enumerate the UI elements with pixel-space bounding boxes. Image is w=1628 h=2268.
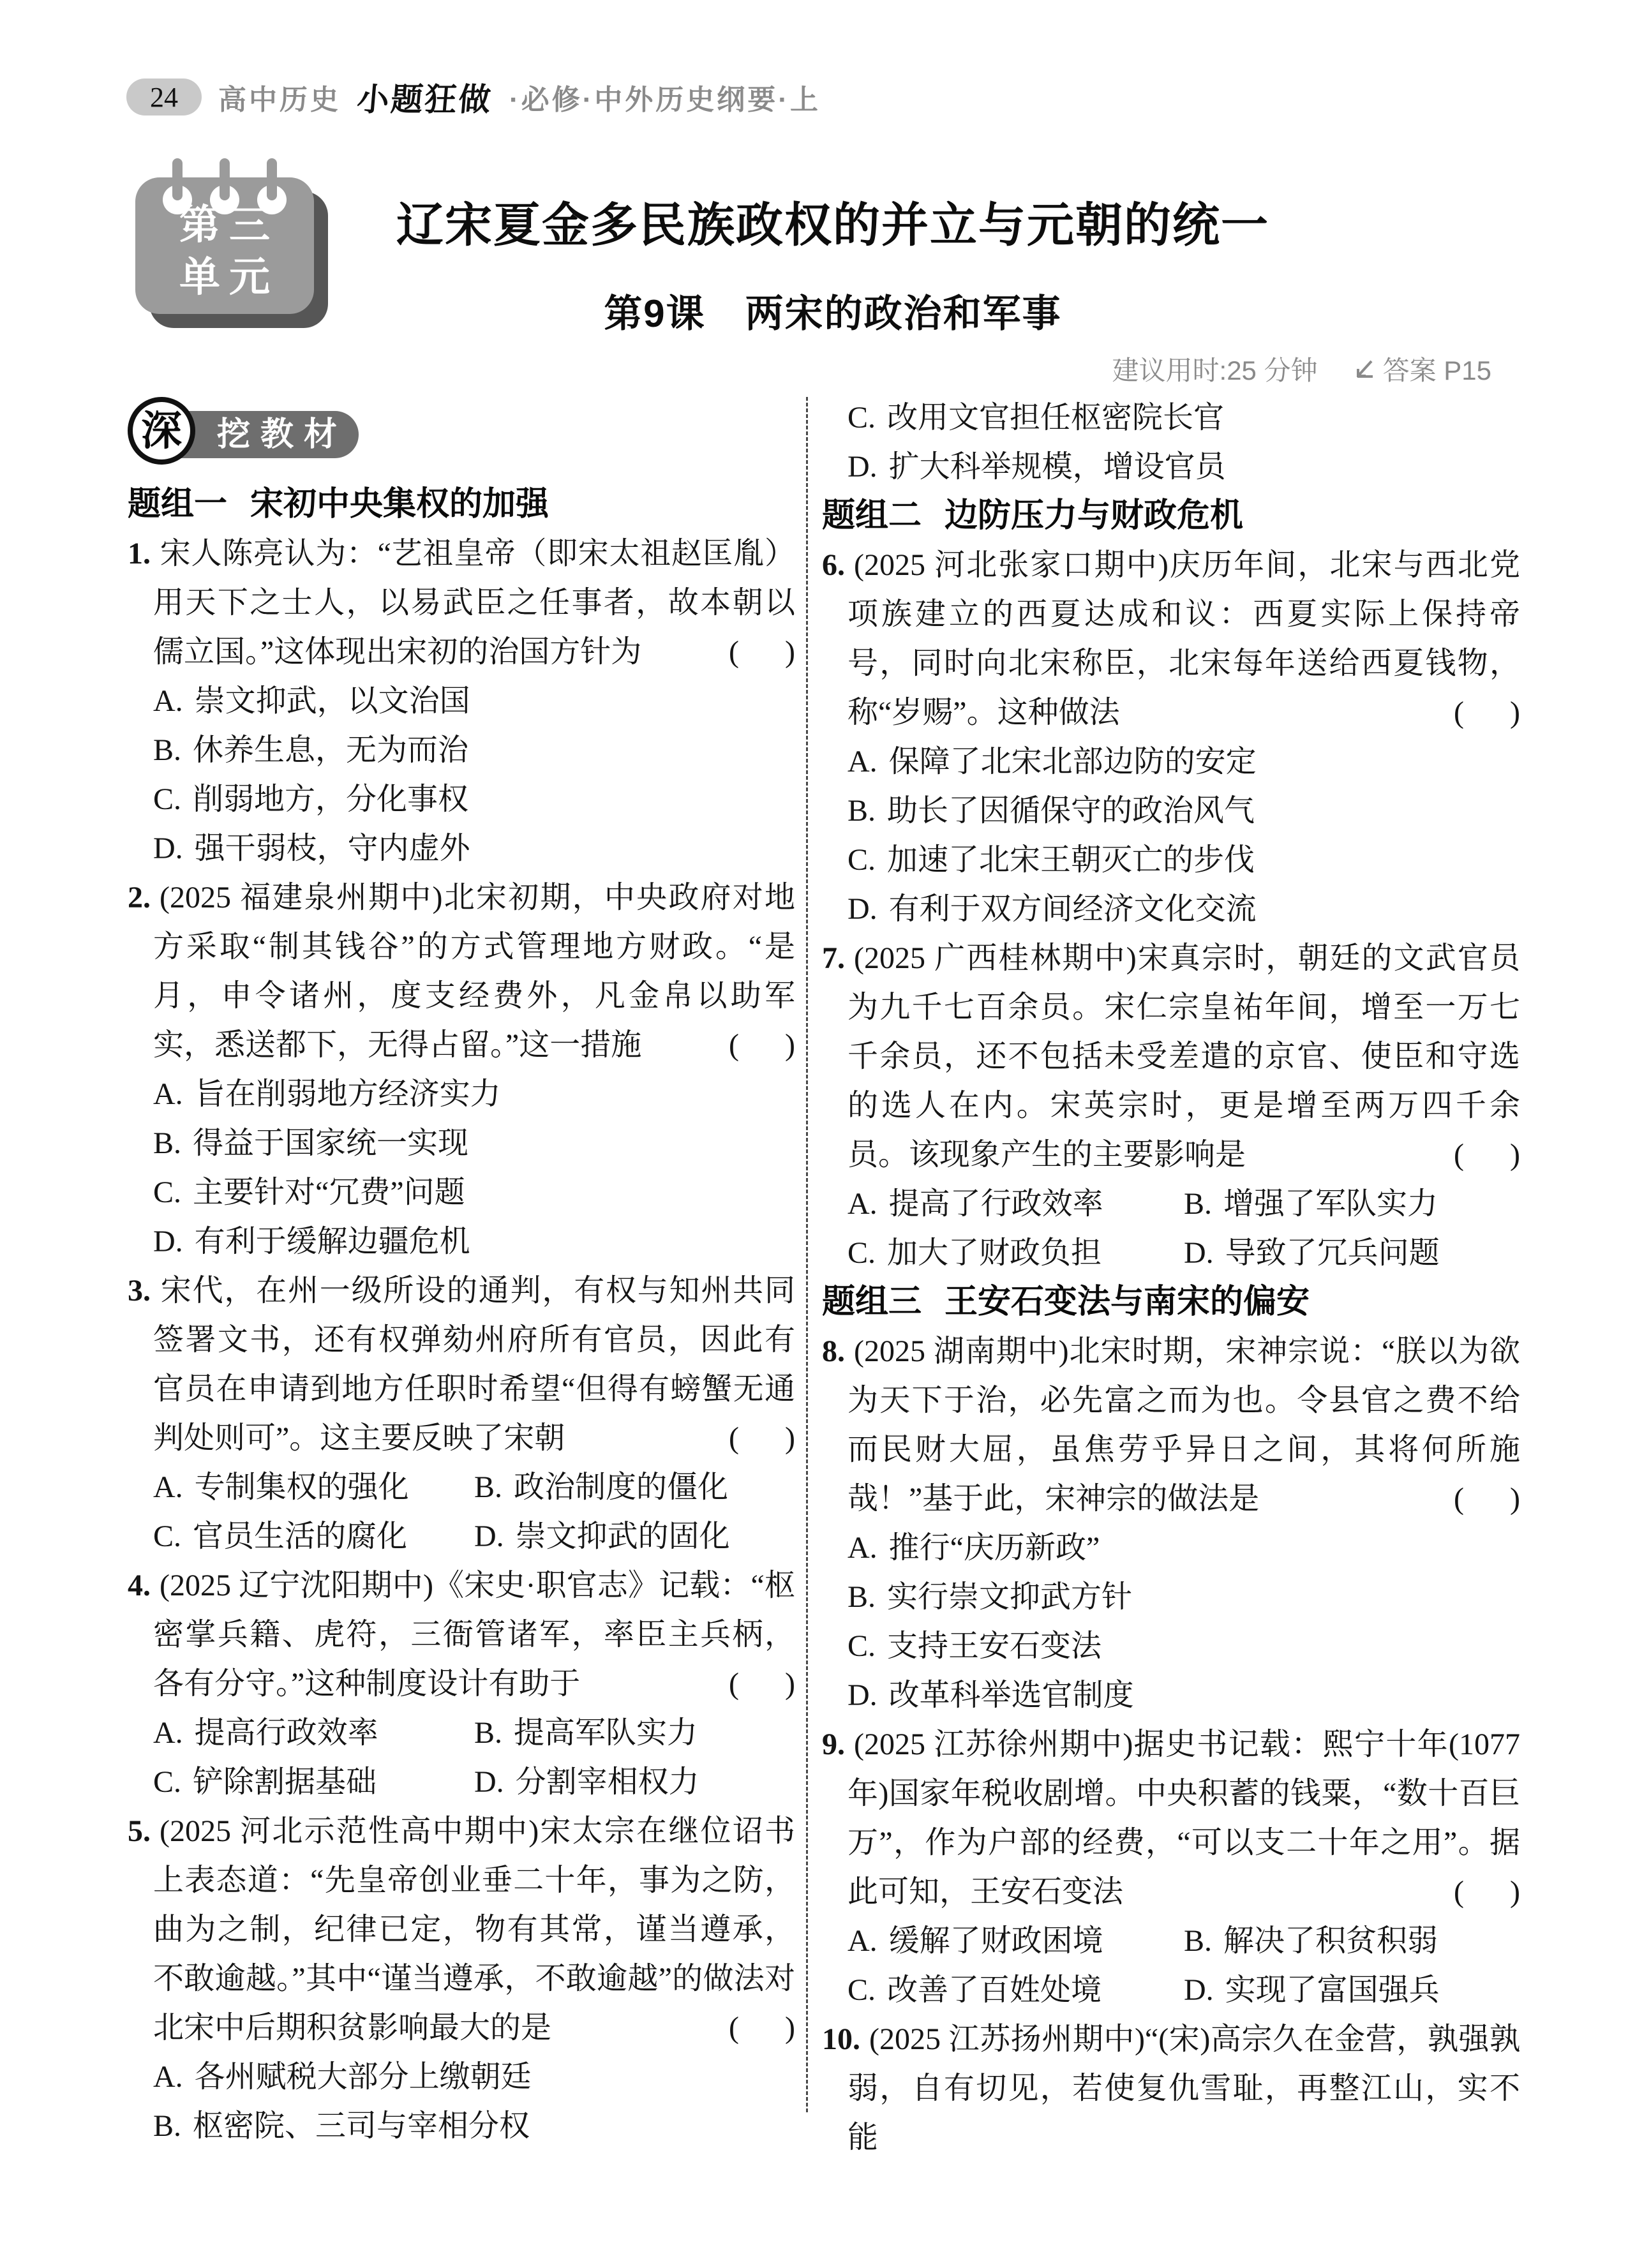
question <box>128 1807 795 2151</box>
option-label: A. <box>153 684 183 718</box>
option-text: 提高行政效率 <box>194 1716 378 1750</box>
option-label: C. <box>153 1765 182 1799</box>
option <box>848 786 1520 835</box>
answer-bracket <box>729 2003 795 2052</box>
option-label: D. <box>153 832 183 865</box>
option-label: C. <box>153 1175 182 1209</box>
option-text: 各州赋税大部分上缴朝廷 <box>194 2060 532 2094</box>
option-label: B. <box>474 1716 503 1750</box>
bracket-open: ( <box>729 1421 739 1455</box>
bracket-open: ( <box>1454 1875 1464 1909</box>
option-text: 实行崇文抑武方针 <box>887 1580 1133 1614</box>
option <box>848 1179 1184 1228</box>
option-text: 提高军队实力 <box>514 1716 698 1750</box>
answer-bracket <box>1454 688 1520 737</box>
option-text: 缓解了财政困境 <box>888 1924 1103 1958</box>
option-label: B. <box>153 1126 182 1160</box>
group-title: 宋初中央集权的加强 <box>250 486 549 523</box>
option-text: 有利于双方间经济文化交流 <box>888 892 1257 926</box>
option-text: 削弱地方，分化事权 <box>193 782 469 816</box>
bracket-close: ) <box>785 1028 795 1062</box>
book-title-prefix: 高中历史 <box>218 84 341 116</box>
option-text: 主要针对“冗费”问题 <box>193 1175 465 1209</box>
option <box>848 884 1520 934</box>
option-label: A. <box>848 745 877 779</box>
option-label: B. <box>1184 1187 1213 1221</box>
option-label: C. <box>848 401 876 435</box>
option-label: A. <box>848 1187 877 1221</box>
page-header <box>126 74 821 120</box>
options-list <box>128 1463 795 1561</box>
option <box>153 1168 795 1217</box>
question <box>822 1720 1520 2015</box>
question <box>822 2015 1520 2162</box>
bracket-open: ( <box>729 1028 739 1062</box>
group-label: 题组二 <box>822 497 922 534</box>
unit-title: 辽宋夏金多民族政权的并立与元朝的统一 <box>396 198 1269 251</box>
bracket-open: ( <box>729 2011 739 2045</box>
question-number: 9. <box>822 1727 845 1761</box>
answer-bracket <box>1454 1130 1520 1179</box>
option-text: 推行“庆历新政” <box>888 1531 1100 1565</box>
option <box>1184 1179 1520 1228</box>
answer-bracket <box>729 1659 795 1708</box>
option <box>848 393 1520 442</box>
option <box>153 676 795 726</box>
question <box>128 529 795 873</box>
option-label: B. <box>474 1470 503 1504</box>
option-text: 改用文官担任枢密院长官 <box>887 401 1225 435</box>
option-label: B. <box>1184 1924 1213 1958</box>
question-number: 8. <box>822 1334 845 1368</box>
answer-reference: 答案 P15 <box>1382 355 1491 385</box>
question-group-header <box>822 491 1520 541</box>
question-stem: 10. (2025 江苏扬州期中)“(宋)高宗久在金营，孰强孰弱，自有切见，若使复仇雪耻，再整江山，实不能 <box>822 2022 1520 2154</box>
option <box>474 1708 795 1757</box>
question-stem: 9. (2025 江苏徐州期中)据史书记载：熙宁十年(1077 年)国家年税收剧增。中央积蓄的钱粟，“数十百巨万”，作为户部的经费，“可以支二十年之用”。据此可知，王安石变法 ( ) <box>822 1720 1520 1916</box>
book-title-suffix: ·必修·中外历史纲要·上 <box>509 84 821 116</box>
option-text: 铲除割据基础 <box>193 1765 377 1799</box>
option-text: 扩大科举规模，增设官员 <box>888 450 1226 484</box>
option-label: C. <box>848 1236 876 1270</box>
option-text: 崇文抑武的固化 <box>515 1519 730 1553</box>
lesson-title: 第9课 两宋的政治和军事 <box>604 292 1062 335</box>
question-stem: 6. (2025 河北张家口期中)庆历年间，北宋与西北党项族建立的西夏达成和议：西夏实际上保持帝号，同时向北宋称臣，北宋每年送给西夏钱物，称“岁赐”。这种做法 ( ) <box>822 541 1520 737</box>
option-label: A. <box>848 1531 877 1565</box>
bracket-open: ( <box>729 635 739 669</box>
bracket-open: ( <box>1454 696 1464 729</box>
question-number: 3. <box>128 1274 151 1308</box>
option-text: 解决了积贫积弱 <box>1223 1924 1438 1958</box>
option-text: 导致了冗兵问题 <box>1225 1236 1440 1270</box>
section-badge-pill-text: 挖教材 <box>217 415 348 453</box>
answer-bracket <box>1454 1474 1520 1523</box>
answer-bracket <box>729 627 795 676</box>
option <box>474 1463 795 1512</box>
option-label: C. <box>153 1519 182 1553</box>
question-number: 1. <box>128 537 151 571</box>
option <box>848 1671 1520 1720</box>
option-label: D. <box>474 1765 504 1799</box>
bracket-open: ( <box>1454 1482 1464 1516</box>
options-continuation <box>822 393 1520 491</box>
left-column <box>128 393 795 2151</box>
option-text: 改革科举选官制度 <box>888 1678 1134 1712</box>
question-stem: 1. 宋人陈亮认为：“艺祖皇帝（即宋太祖赵匡胤）用天下之士人，以易武臣之任事者，故本朝以儒立国。”这体现出宋初的治国方针为 ( ) <box>128 529 795 676</box>
options-list <box>128 2052 795 2151</box>
question <box>128 873 795 1266</box>
bracket-close: ) <box>1510 1875 1520 1909</box>
unit-badge-line1: 第三 <box>179 202 279 248</box>
group-title: 边防压力与财政危机 <box>945 497 1244 534</box>
options-list <box>128 676 795 873</box>
option-text: 增强了军队实力 <box>1223 1187 1438 1221</box>
option-text: 实现了富国强兵 <box>1225 1973 1440 2007</box>
option-text: 支持王安石变法 <box>887 1629 1102 1663</box>
option-text: 提高了行政效率 <box>888 1187 1103 1221</box>
right-column <box>822 393 1520 2162</box>
options-list <box>822 1179 1520 1278</box>
question <box>822 934 1520 1278</box>
option-label: C. <box>848 1629 876 1663</box>
option <box>153 1757 474 1807</box>
option <box>848 737 1520 786</box>
question-number: 5. <box>128 1814 151 1848</box>
option-text: 政治制度的僵化 <box>514 1470 729 1504</box>
option-text: 助长了因循保守的政治风气 <box>887 794 1255 828</box>
question-group-header <box>822 1278 1520 1327</box>
bracket-close: ) <box>785 2011 795 2045</box>
options-list <box>128 1708 795 1807</box>
question <box>128 1266 795 1561</box>
question-number: 4. <box>128 1569 151 1602</box>
option <box>848 1572 1520 1622</box>
bracket-close: ) <box>1510 696 1520 729</box>
options-list <box>128 1070 795 1266</box>
option-text: 改善了百姓处境 <box>887 1973 1102 2007</box>
option-label: A. <box>153 1716 183 1750</box>
bracket-close: ) <box>785 1421 795 1455</box>
option-label: C. <box>848 1973 876 2007</box>
option <box>1184 1916 1520 1966</box>
options-list <box>822 1523 1520 1720</box>
option <box>153 1708 474 1757</box>
bracket-close: ) <box>785 1667 795 1701</box>
option-text: 崇文抑武，以文治国 <box>194 684 470 718</box>
option-text: 官员生活的腐化 <box>193 1519 408 1553</box>
group-label: 题组一 <box>128 486 228 523</box>
option <box>1184 1966 1520 2015</box>
option-label: C. <box>848 843 876 877</box>
option <box>1184 1228 1520 1278</box>
group-label: 题组三 <box>822 1283 922 1320</box>
question <box>822 541 1520 934</box>
option <box>848 1228 1184 1278</box>
answer-bracket <box>1454 1867 1520 1916</box>
section-badge-circle-char: 深 <box>141 407 182 454</box>
option <box>848 1916 1184 1966</box>
bracket-close: ) <box>1510 1138 1520 1172</box>
option <box>153 2101 795 2151</box>
answer-bracket <box>729 1414 795 1463</box>
option <box>153 824 795 873</box>
option <box>153 1217 795 1266</box>
question <box>128 1561 795 1807</box>
option-text: 有利于缓解边疆危机 <box>194 1225 470 1258</box>
option-label: C. <box>153 782 182 816</box>
question-number: 10. <box>822 2022 860 2056</box>
section-badge-circle <box>128 397 195 465</box>
question-stem: 7. (2025 广西桂林期中)宋真宗时，朝廷的文武官员为九千七百余员。宋仁宗皇祐年间，增至一万七千余员，还不包括未受差遣的京官、使臣和守选的选人在内。宋英宗时，更是增至两万四千余员。该现象产生的主要影响是 ( ) <box>822 934 1520 1179</box>
section-badge <box>128 393 795 475</box>
bracket-open: ( <box>729 1667 739 1701</box>
bracket-open: ( <box>1454 1138 1464 1172</box>
option-text: 旨在削弱地方经济实力 <box>194 1077 501 1111</box>
answer-arrow-icon <box>1352 357 1375 380</box>
option-text: 强干弱枝，守内虚外 <box>194 832 470 865</box>
option-label: D. <box>1184 1973 1214 2007</box>
option-text: 加速了北宋王朝灭亡的步伐 <box>887 843 1255 877</box>
question-stem: 8. (2025 湖南期中)北宋时期，宋神宗说：“朕以为欲为天下于治，必先富之而为也。令县官之费不给而民财大屈，虽焦劳乎异日之间，其将何所施哉！”基于此，宋神宗的做法是 ( ) <box>822 1327 1520 1523</box>
option <box>848 1523 1520 1572</box>
unit-badge-text <box>135 177 314 314</box>
unit-badge-line2: 单元 <box>179 253 279 300</box>
option-label: D. <box>153 1225 183 1258</box>
question-number: 6. <box>822 548 845 582</box>
question-stem: 4. (2025 辽宁沈阳期中)《宋史·职官志》记载：“枢密掌兵籍、虎符，三衙管诸军，率臣主兵柄，各有分守。”这种制度设计有助于 ( ) <box>128 1561 795 1708</box>
option-text: 专制集权的强化 <box>194 1470 409 1504</box>
option-label: B. <box>848 794 876 828</box>
question-group-header <box>128 480 795 529</box>
question <box>822 1327 1520 1720</box>
title-area <box>332 188 1334 338</box>
option <box>153 726 795 775</box>
option-label: D. <box>848 892 877 926</box>
option-label: D. <box>848 450 877 484</box>
question-stem: 3. 宋代，在州一级所设的通判，有权与知州共同签署文书，还有权弹劾州府所有官员，因此有官员在申请到地方任职时希望“但得有螃蟹无通判处则可”。这主要反映了宋朝 ( ) <box>128 1266 795 1463</box>
option <box>153 775 795 824</box>
options-list <box>822 393 1520 491</box>
option <box>848 1966 1184 2015</box>
option-text: 分割宰相权力 <box>515 1765 699 1799</box>
option <box>153 1512 474 1561</box>
hint-line <box>1112 350 1491 388</box>
option <box>474 1512 795 1561</box>
option-label: B. <box>153 733 182 767</box>
option-label: A. <box>153 2060 183 2094</box>
option <box>848 442 1520 491</box>
options-list <box>822 737 1520 934</box>
option-text: 保障了北宋北部边防的安定 <box>888 745 1257 779</box>
option-label: B. <box>153 2109 182 2143</box>
group-title: 王安石变法与南宋的偏安 <box>945 1283 1310 1320</box>
column-divider <box>806 397 808 2112</box>
option-text: 得益于国家统一实现 <box>193 1126 469 1160</box>
page-number-badge <box>126 78 202 116</box>
question-number: 7. <box>822 941 845 975</box>
suggested-time: 建议用时:25 分钟 <box>1112 355 1318 385</box>
option-text: 休养生息，无为而治 <box>193 733 469 767</box>
option-label: A. <box>848 1924 877 1958</box>
option <box>153 2052 795 2101</box>
option <box>848 1622 1520 1671</box>
brand-logo: 小题狂做 <box>355 82 495 117</box>
option <box>153 1119 795 1168</box>
question-number: 2. <box>128 881 151 914</box>
option <box>848 835 1520 884</box>
options-list <box>822 1916 1520 2015</box>
option-label: A. <box>153 1077 183 1111</box>
option-label: D. <box>848 1678 877 1712</box>
option-text: 加大了财政负担 <box>887 1236 1102 1270</box>
option-label: D. <box>1184 1236 1214 1270</box>
option <box>474 1757 795 1807</box>
option <box>153 1463 474 1512</box>
option-label: B. <box>848 1580 876 1614</box>
bracket-close: ) <box>785 635 795 669</box>
question-stem: 2. (2025 福建泉州期中)北宋初期，中央政府对地方采取“制其钱谷”的方式管理地方财政。“是月，申令诸州，度支经费外，凡金帛以助军实，悉送都下，无得占留。”这一措施 ( ) <box>128 873 795 1070</box>
option-label: A. <box>153 1470 183 1504</box>
question-stem: 5. (2025 河北示范性高中期中)宋太宗在继位诏书上表态道：“先皇帝创业垂二十年，事为之防，曲为之制，纪律已定，物有其常，谨当遵承，不敢逾越。”其中“谨当遵承，不敢逾越”的做法对北宋中后期积贫影响最大的是 ( ) <box>128 1807 795 2052</box>
bracket-close: ) <box>1510 1482 1520 1516</box>
option-text: 枢密院、三司与宰相分权 <box>193 2109 530 2143</box>
option <box>153 1070 795 1119</box>
answer-bracket <box>729 1020 795 1070</box>
option-label: D. <box>474 1519 504 1553</box>
page-number: 24 <box>150 81 178 113</box>
unit-badge <box>135 177 314 314</box>
